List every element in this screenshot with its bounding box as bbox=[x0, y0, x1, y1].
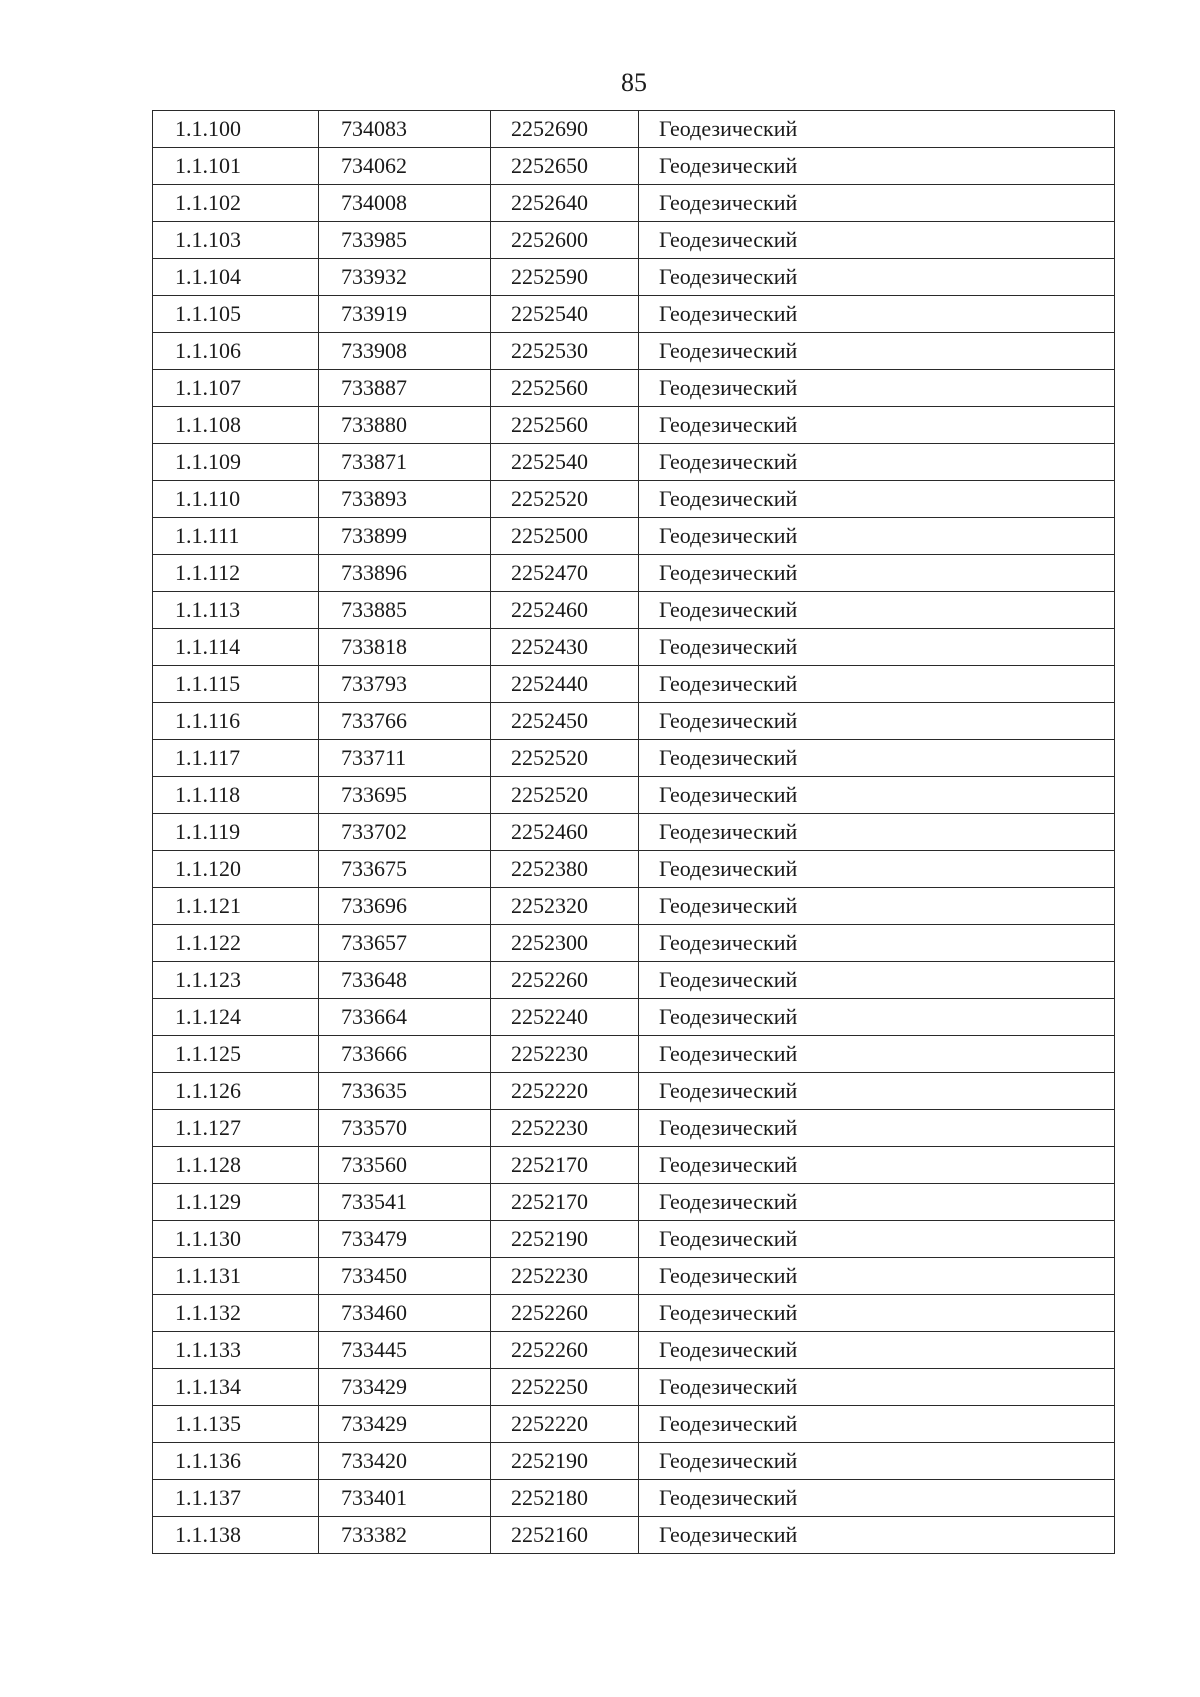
point-number-cell: 1.1.130 bbox=[153, 1221, 319, 1258]
y-coordinate-cell: 2252500 bbox=[491, 518, 639, 555]
table-row bbox=[153, 111, 1115, 148]
x-coordinate-cell: 733896 bbox=[319, 555, 491, 592]
x-coordinate-cell: 733560 bbox=[319, 1147, 491, 1184]
x-coordinate-cell: 733908 bbox=[319, 333, 491, 370]
y-coordinate-cell: 2252250 bbox=[491, 1369, 639, 1406]
point-number-cell: 1.1.108 bbox=[153, 407, 319, 444]
table-row bbox=[153, 481, 1115, 518]
x-coordinate-cell: 734008 bbox=[319, 185, 491, 222]
x-coordinate-cell: 733818 bbox=[319, 629, 491, 666]
point-number-cell: 1.1.126 bbox=[153, 1073, 319, 1110]
table-row bbox=[153, 259, 1115, 296]
y-coordinate-cell: 2252260 bbox=[491, 1295, 639, 1332]
x-coordinate-cell: 733541 bbox=[319, 1184, 491, 1221]
table-body bbox=[153, 111, 1115, 1554]
x-coordinate-cell: 733657 bbox=[319, 925, 491, 962]
x-coordinate-cell: 733793 bbox=[319, 666, 491, 703]
x-coordinate-cell: 733382 bbox=[319, 1517, 491, 1554]
point-type-cell: Геодезический bbox=[639, 1332, 1115, 1369]
page-number: 85 bbox=[621, 68, 647, 97]
point-type-cell: Геодезический bbox=[639, 518, 1115, 555]
y-coordinate-cell: 2252230 bbox=[491, 1258, 639, 1295]
y-coordinate-cell: 2252590 bbox=[491, 259, 639, 296]
point-number-cell: 1.1.117 bbox=[153, 740, 319, 777]
table-row bbox=[153, 962, 1115, 999]
table-row bbox=[153, 1184, 1115, 1221]
point-type-cell: Геодезический bbox=[639, 1147, 1115, 1184]
point-type-cell: Геодезический bbox=[639, 999, 1115, 1036]
table-row bbox=[153, 703, 1115, 740]
point-number-cell: 1.1.122 bbox=[153, 925, 319, 962]
table-row bbox=[153, 1517, 1115, 1554]
point-number-cell: 1.1.119 bbox=[153, 814, 319, 851]
x-coordinate-cell: 733479 bbox=[319, 1221, 491, 1258]
point-number-cell: 1.1.107 bbox=[153, 370, 319, 407]
table-row bbox=[153, 222, 1115, 259]
table-row bbox=[153, 1258, 1115, 1295]
point-type-cell: Геодезический bbox=[639, 1258, 1115, 1295]
y-coordinate-cell: 2252530 bbox=[491, 333, 639, 370]
x-coordinate-cell: 733932 bbox=[319, 259, 491, 296]
y-coordinate-cell: 2252260 bbox=[491, 1332, 639, 1369]
point-type-cell: Геодезический bbox=[639, 629, 1115, 666]
y-coordinate-cell: 2252170 bbox=[491, 1184, 639, 1221]
point-number-cell: 1.1.109 bbox=[153, 444, 319, 481]
x-coordinate-cell: 733696 bbox=[319, 888, 491, 925]
y-coordinate-cell: 2252650 bbox=[491, 148, 639, 185]
table-row bbox=[153, 1332, 1115, 1369]
point-type-cell: Геодезический bbox=[639, 1517, 1115, 1554]
x-coordinate-cell: 733445 bbox=[319, 1332, 491, 1369]
point-type-cell: Геодезический bbox=[639, 444, 1115, 481]
y-coordinate-cell: 2252430 bbox=[491, 629, 639, 666]
point-number-cell: 1.1.121 bbox=[153, 888, 319, 925]
x-coordinate-cell: 733702 bbox=[319, 814, 491, 851]
y-coordinate-cell: 2252640 bbox=[491, 185, 639, 222]
y-coordinate-cell: 2252220 bbox=[491, 1073, 639, 1110]
point-type-cell: Геодезический bbox=[639, 1221, 1115, 1258]
point-number-cell: 1.1.124 bbox=[153, 999, 319, 1036]
x-coordinate-cell: 733919 bbox=[319, 296, 491, 333]
point-number-cell: 1.1.131 bbox=[153, 1258, 319, 1295]
point-type-cell: Геодезический bbox=[639, 1406, 1115, 1443]
x-coordinate-cell: 733871 bbox=[319, 444, 491, 481]
table-row bbox=[153, 888, 1115, 925]
x-coordinate-cell: 733401 bbox=[319, 1480, 491, 1517]
table-row bbox=[153, 518, 1115, 555]
y-coordinate-cell: 2252470 bbox=[491, 555, 639, 592]
y-coordinate-cell: 2252520 bbox=[491, 740, 639, 777]
point-number-cell: 1.1.116 bbox=[153, 703, 319, 740]
table-row bbox=[153, 1369, 1115, 1406]
table-row bbox=[153, 185, 1115, 222]
table-row bbox=[153, 1295, 1115, 1332]
y-coordinate-cell: 2252540 bbox=[491, 444, 639, 481]
point-type-cell: Геодезический bbox=[639, 148, 1115, 185]
y-coordinate-cell: 2252160 bbox=[491, 1517, 639, 1554]
table-row bbox=[153, 407, 1115, 444]
point-number-cell: 1.1.137 bbox=[153, 1480, 319, 1517]
point-type-cell: Геодезический bbox=[639, 925, 1115, 962]
x-coordinate-cell: 733666 bbox=[319, 1036, 491, 1073]
point-type-cell: Геодезический bbox=[639, 666, 1115, 703]
x-coordinate-cell: 733429 bbox=[319, 1369, 491, 1406]
x-coordinate-cell: 733664 bbox=[319, 999, 491, 1036]
x-coordinate-cell: 733985 bbox=[319, 222, 491, 259]
table-row bbox=[153, 1221, 1115, 1258]
table-row bbox=[153, 555, 1115, 592]
point-number-cell: 1.1.112 bbox=[153, 555, 319, 592]
point-number-cell: 1.1.100 bbox=[153, 111, 319, 148]
y-coordinate-cell: 2252190 bbox=[491, 1221, 639, 1258]
point-number-cell: 1.1.128 bbox=[153, 1147, 319, 1184]
point-number-cell: 1.1.132 bbox=[153, 1295, 319, 1332]
y-coordinate-cell: 2252460 bbox=[491, 592, 639, 629]
point-type-cell: Геодезический bbox=[639, 1036, 1115, 1073]
point-type-cell: Геодезический bbox=[639, 888, 1115, 925]
point-type-cell: Геодезический bbox=[639, 1295, 1115, 1332]
point-number-cell: 1.1.123 bbox=[153, 962, 319, 999]
x-coordinate-cell: 733635 bbox=[319, 1073, 491, 1110]
point-number-cell: 1.1.114 bbox=[153, 629, 319, 666]
y-coordinate-cell: 2252240 bbox=[491, 999, 639, 1036]
y-coordinate-cell: 2252520 bbox=[491, 777, 639, 814]
x-coordinate-cell: 733460 bbox=[319, 1295, 491, 1332]
point-type-cell: Геодезический bbox=[639, 1110, 1115, 1147]
point-number-cell: 1.1.110 bbox=[153, 481, 319, 518]
point-number-cell: 1.1.106 bbox=[153, 333, 319, 370]
y-coordinate-cell: 2252460 bbox=[491, 814, 639, 851]
point-type-cell: Геодезический bbox=[639, 1443, 1115, 1480]
point-type-cell: Геодезический bbox=[639, 851, 1115, 888]
x-coordinate-cell: 733885 bbox=[319, 592, 491, 629]
point-number-cell: 1.1.127 bbox=[153, 1110, 319, 1147]
x-coordinate-cell: 733766 bbox=[319, 703, 491, 740]
y-coordinate-cell: 2252450 bbox=[491, 703, 639, 740]
point-type-cell: Геодезический bbox=[639, 962, 1115, 999]
point-number-cell: 1.1.136 bbox=[153, 1443, 319, 1480]
point-number-cell: 1.1.115 bbox=[153, 666, 319, 703]
point-type-cell: Геодезический bbox=[639, 407, 1115, 444]
x-coordinate-cell: 733429 bbox=[319, 1406, 491, 1443]
point-type-cell: Геодезический bbox=[639, 777, 1115, 814]
x-coordinate-cell: 733887 bbox=[319, 370, 491, 407]
y-coordinate-cell: 2252440 bbox=[491, 666, 639, 703]
table-row bbox=[153, 1036, 1115, 1073]
x-coordinate-cell: 734062 bbox=[319, 148, 491, 185]
point-number-cell: 1.1.105 bbox=[153, 296, 319, 333]
x-coordinate-cell: 733695 bbox=[319, 777, 491, 814]
point-type-cell: Геодезический bbox=[639, 333, 1115, 370]
y-coordinate-cell: 2252190 bbox=[491, 1443, 639, 1480]
table-row bbox=[153, 1147, 1115, 1184]
table-row bbox=[153, 370, 1115, 407]
x-coordinate-cell: 733648 bbox=[319, 962, 491, 999]
table-row bbox=[153, 740, 1115, 777]
point-number-cell: 1.1.118 bbox=[153, 777, 319, 814]
point-type-cell: Геодезический bbox=[639, 296, 1115, 333]
table-row bbox=[153, 1073, 1115, 1110]
point-type-cell: Геодезический bbox=[639, 1480, 1115, 1517]
point-type-cell: Геодезический bbox=[639, 259, 1115, 296]
x-coordinate-cell: 733450 bbox=[319, 1258, 491, 1295]
table-row bbox=[153, 666, 1115, 703]
x-coordinate-cell: 734083 bbox=[319, 111, 491, 148]
table-row bbox=[153, 333, 1115, 370]
point-number-cell: 1.1.135 bbox=[153, 1406, 319, 1443]
point-type-cell: Геодезический bbox=[639, 592, 1115, 629]
table-row bbox=[153, 925, 1115, 962]
point-number-cell: 1.1.101 bbox=[153, 148, 319, 185]
point-number-cell: 1.1.133 bbox=[153, 1332, 319, 1369]
y-coordinate-cell: 2252180 bbox=[491, 1480, 639, 1517]
y-coordinate-cell: 2252230 bbox=[491, 1110, 639, 1147]
point-number-cell: 1.1.138 bbox=[153, 1517, 319, 1554]
y-coordinate-cell: 2252690 bbox=[491, 111, 639, 148]
table-row bbox=[153, 296, 1115, 333]
point-type-cell: Геодезический bbox=[639, 185, 1115, 222]
point-number-cell: 1.1.125 bbox=[153, 1036, 319, 1073]
point-type-cell: Геодезический bbox=[639, 481, 1115, 518]
table-row bbox=[153, 777, 1115, 814]
point-number-cell: 1.1.113 bbox=[153, 592, 319, 629]
y-coordinate-cell: 2252170 bbox=[491, 1147, 639, 1184]
y-coordinate-cell: 2252600 bbox=[491, 222, 639, 259]
point-type-cell: Геодезический bbox=[639, 814, 1115, 851]
point-type-cell: Геодезический bbox=[639, 370, 1115, 407]
x-coordinate-cell: 733711 bbox=[319, 740, 491, 777]
y-coordinate-cell: 2252230 bbox=[491, 1036, 639, 1073]
table-row bbox=[153, 592, 1115, 629]
point-type-cell: Геодезический bbox=[639, 740, 1115, 777]
y-coordinate-cell: 2252300 bbox=[491, 925, 639, 962]
x-coordinate-cell: 733899 bbox=[319, 518, 491, 555]
table-row bbox=[153, 999, 1115, 1036]
y-coordinate-cell: 2252320 bbox=[491, 888, 639, 925]
x-coordinate-cell: 733675 bbox=[319, 851, 491, 888]
table-row bbox=[153, 851, 1115, 888]
point-number-cell: 1.1.104 bbox=[153, 259, 319, 296]
point-type-cell: Геодезический bbox=[639, 703, 1115, 740]
table-row bbox=[153, 1110, 1115, 1147]
point-type-cell: Геодезический bbox=[639, 1073, 1115, 1110]
y-coordinate-cell: 2252560 bbox=[491, 407, 639, 444]
y-coordinate-cell: 2252540 bbox=[491, 296, 639, 333]
x-coordinate-cell: 733420 bbox=[319, 1443, 491, 1480]
point-number-cell: 1.1.129 bbox=[153, 1184, 319, 1221]
point-number-cell: 1.1.111 bbox=[153, 518, 319, 555]
point-number-cell: 1.1.120 bbox=[153, 851, 319, 888]
y-coordinate-cell: 2252560 bbox=[491, 370, 639, 407]
table-row bbox=[153, 814, 1115, 851]
coordinates-table bbox=[152, 110, 1115, 1554]
point-number-cell: 1.1.102 bbox=[153, 185, 319, 222]
table-row bbox=[153, 1480, 1115, 1517]
table-row bbox=[153, 148, 1115, 185]
point-type-cell: Геодезический bbox=[639, 222, 1115, 259]
point-type-cell: Геодезический bbox=[639, 1369, 1115, 1406]
table-row bbox=[153, 1443, 1115, 1480]
table-row bbox=[153, 1406, 1115, 1443]
y-coordinate-cell: 2252260 bbox=[491, 962, 639, 999]
x-coordinate-cell: 733570 bbox=[319, 1110, 491, 1147]
table-row bbox=[153, 444, 1115, 481]
y-coordinate-cell: 2252520 bbox=[491, 481, 639, 518]
point-type-cell: Геодезический bbox=[639, 111, 1115, 148]
y-coordinate-cell: 2252220 bbox=[491, 1406, 639, 1443]
x-coordinate-cell: 733893 bbox=[319, 481, 491, 518]
point-type-cell: Геодезический bbox=[639, 555, 1115, 592]
x-coordinate-cell: 733880 bbox=[319, 407, 491, 444]
point-number-cell: 1.1.103 bbox=[153, 222, 319, 259]
y-coordinate-cell: 2252380 bbox=[491, 851, 639, 888]
point-type-cell: Геодезический bbox=[639, 1184, 1115, 1221]
point-number-cell: 1.1.134 bbox=[153, 1369, 319, 1406]
table-row bbox=[153, 629, 1115, 666]
